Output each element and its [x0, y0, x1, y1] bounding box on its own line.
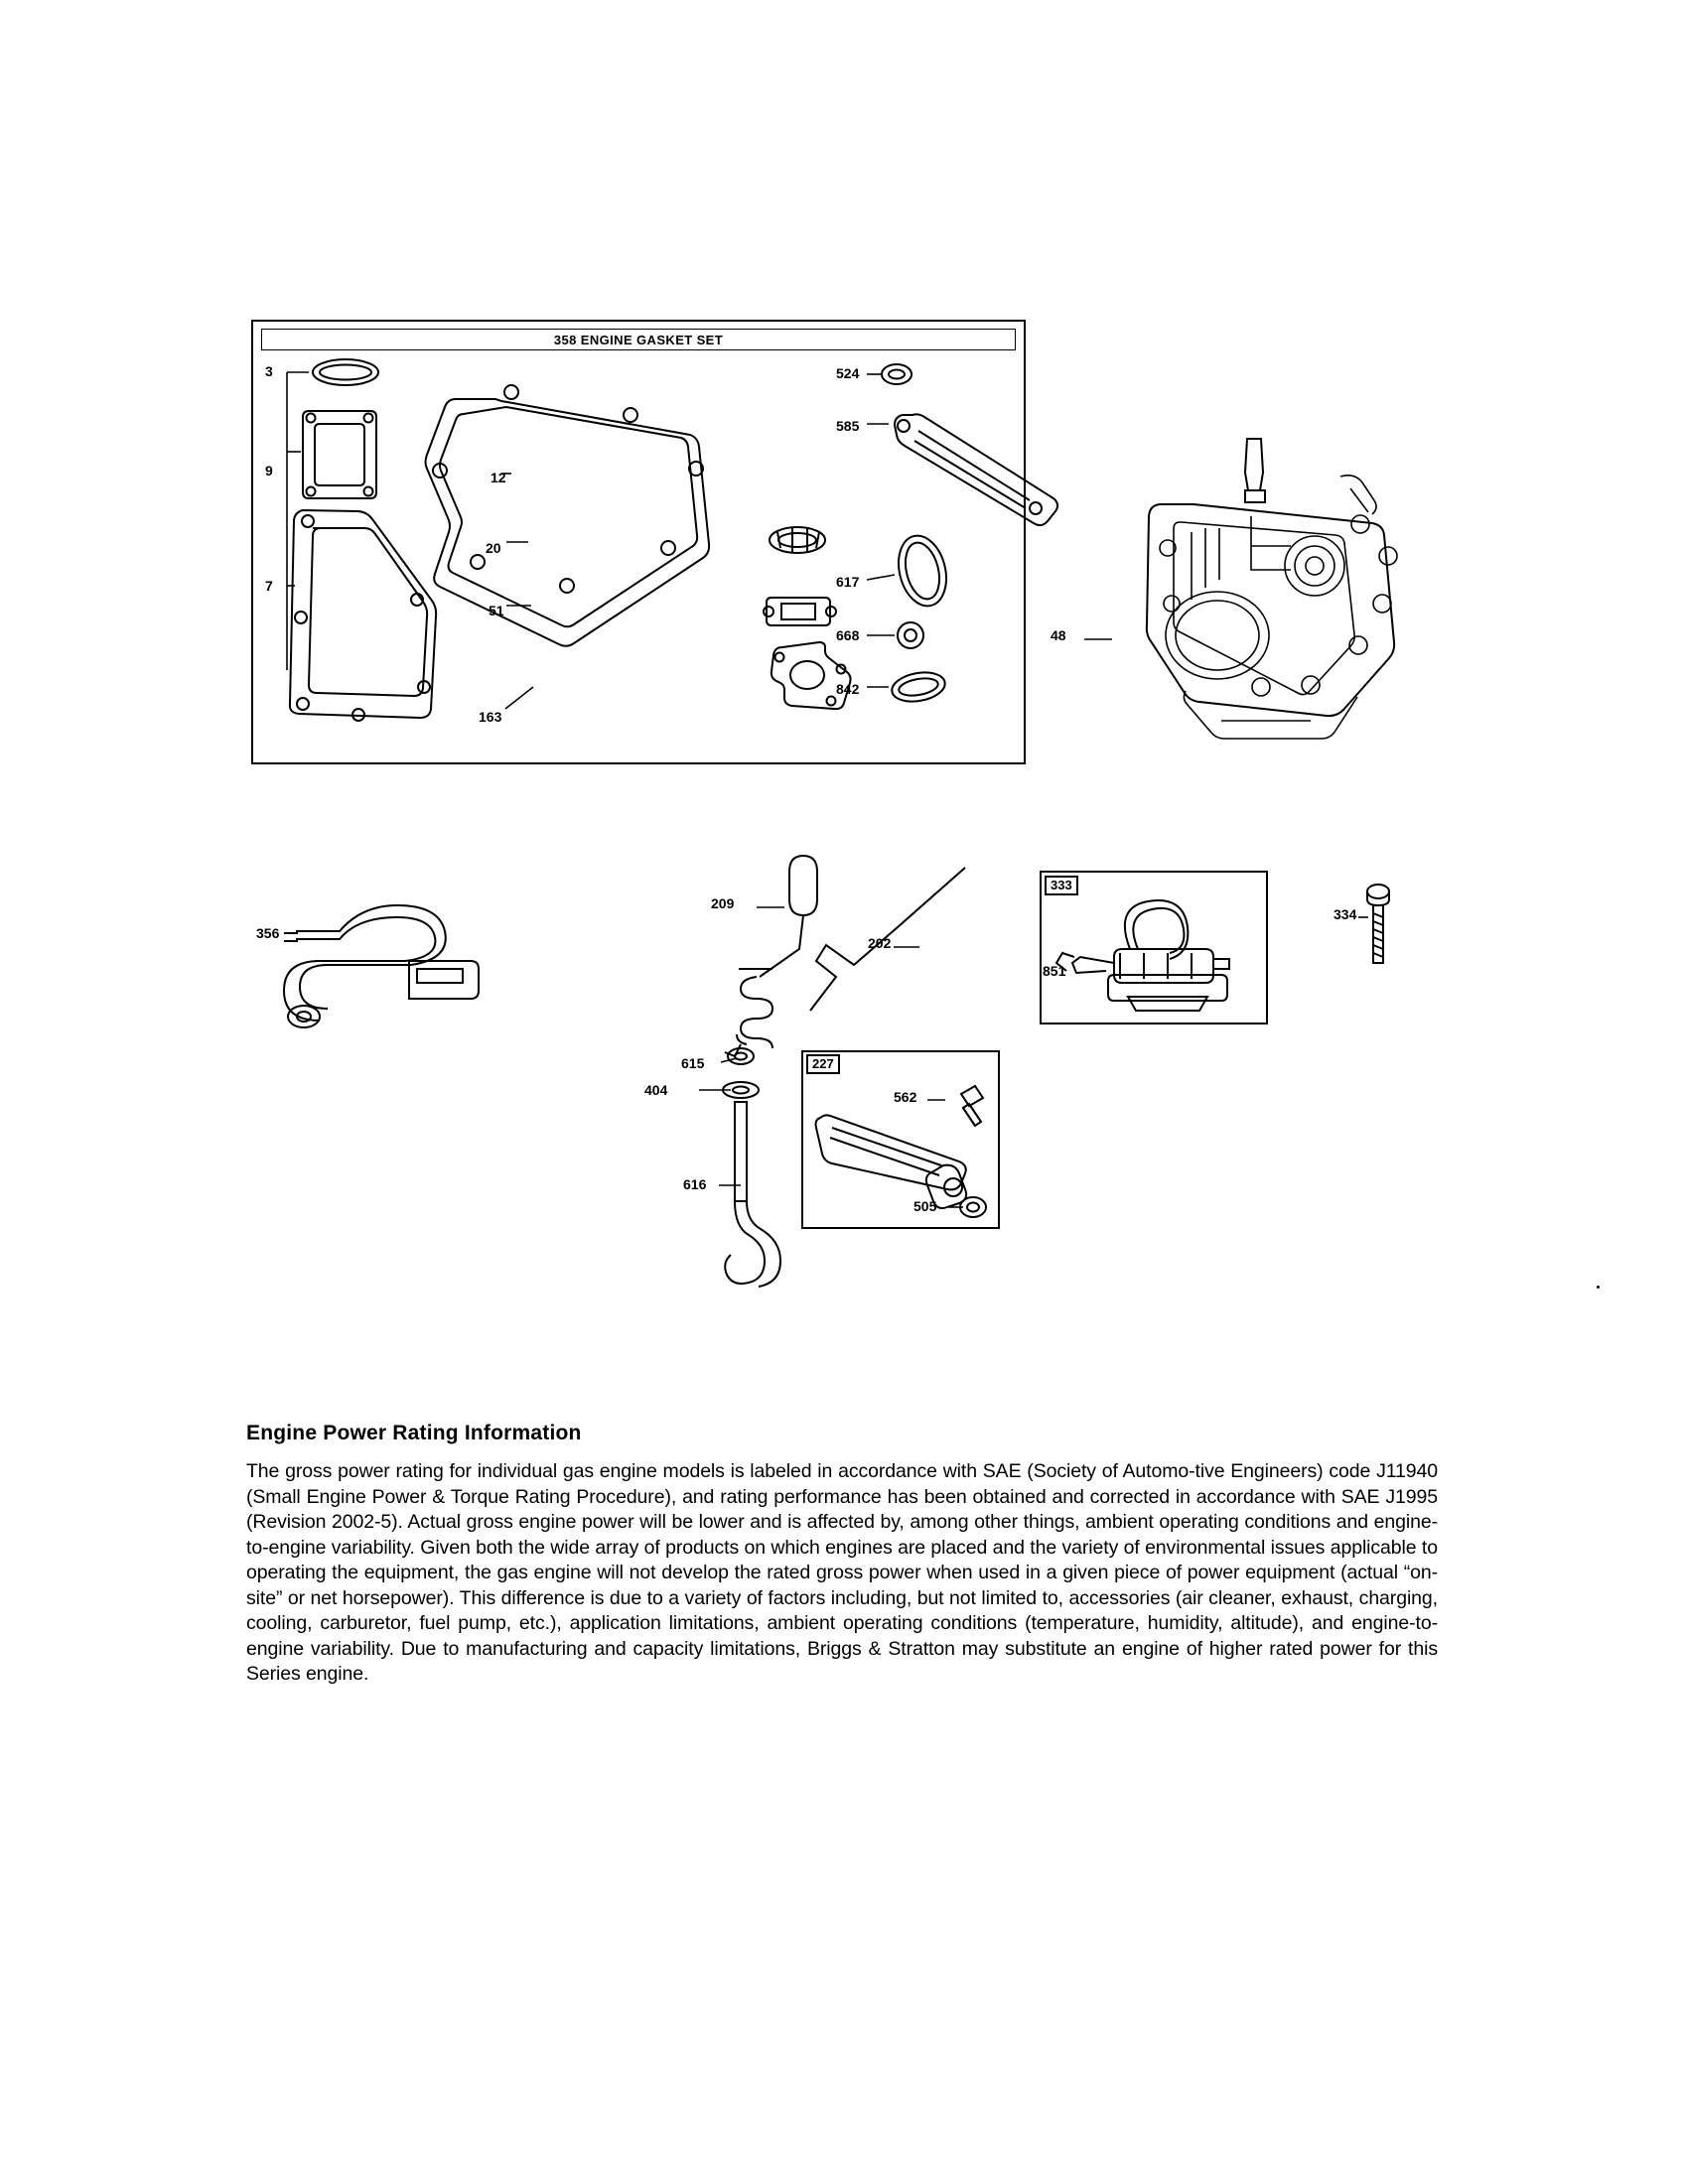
callout-12: 12: [491, 470, 506, 485]
callout-leader-334: [1370, 912, 1390, 922]
gasket-leader-lines: [251, 320, 1036, 776]
callout-227: 227: [806, 1054, 840, 1074]
ground-wire-artwork: [260, 874, 558, 1032]
callout-334: 334: [1333, 906, 1357, 922]
callout-356: 356: [256, 925, 280, 941]
engine-power-rating-section: [246, 1422, 1438, 1688]
callout-585: 585: [836, 418, 860, 434]
callout-333: 333: [1045, 876, 1078, 895]
callout-562: 562: [894, 1089, 917, 1105]
ignition-coil-artwork: [1052, 893, 1261, 1018]
callout-668: 668: [836, 627, 860, 643]
crankcase-artwork: [1102, 437, 1440, 764]
callout-209: 209: [711, 895, 735, 911]
callout-20: 20: [486, 540, 501, 556]
gasket-set-title: 358 ENGINE GASKET SET: [553, 332, 724, 347]
callout-617: 617: [836, 574, 860, 590]
callout-524: 524: [836, 365, 860, 381]
callout-505: 505: [913, 1198, 937, 1214]
callout-3: 3: [265, 363, 273, 379]
print-artifact-dot: [1597, 1286, 1600, 1289]
bolt-334-artwork: [1360, 882, 1400, 971]
callout-616: 616: [683, 1176, 707, 1192]
crankcase-leader-line: [1084, 631, 1124, 647]
callout-9: 9: [265, 463, 273, 478]
callout-leaders-dipstick: [681, 1062, 761, 1211]
callout-51: 51: [489, 603, 504, 618]
section-heading: Engine Power Rating Information: [246, 1422, 582, 1444]
callout-163: 163: [479, 709, 502, 725]
callout-404: 404: [644, 1082, 668, 1098]
callout-48: 48: [1051, 627, 1066, 643]
callout-7: 7: [265, 578, 273, 594]
callout-842: 842: [836, 681, 860, 697]
callout-leaders-227: [927, 1096, 977, 1215]
callout-202: 202: [868, 935, 892, 951]
callout-851: 851: [1043, 963, 1066, 979]
callout-615: 615: [681, 1055, 705, 1071]
section-paragraph: The gross power rating for individual gas engine models is labeled in accordance with SAE (Society of Automo-tive Engineers) code J11940 (Small Engine Power & Torque Rating Procedure), and rating performance has been obtained and corrected in accordance with SAE J1995 (Revision 2002-5). Actual gross engine power will be lower and is affected by, among other things, ambient operating conditions and engine-to-engine variability. Given both the wide array of products on which engines are placed and the variety of environmental issues applicable to operating the equipment, the gas engine will not develop the rated gross power when used in a given piece of power equipment (actual “on-site” or net horsepower). This difference is due to a variety of factors including, but not limited to, accessories (air cleaner, exhaust, charging, cooling, carburetor, fuel pump, etc.), application limitations, ambient operating conditions (temperature, humidity, altitude), and engine-to-engine variability. Due to manufacturing and capacity limitations, Briggs & Stratton may substitute an engine of higher rated power for this Series engine.: [246, 1460, 1438, 1685]
callout-leaders-209-202: [757, 901, 925, 961]
